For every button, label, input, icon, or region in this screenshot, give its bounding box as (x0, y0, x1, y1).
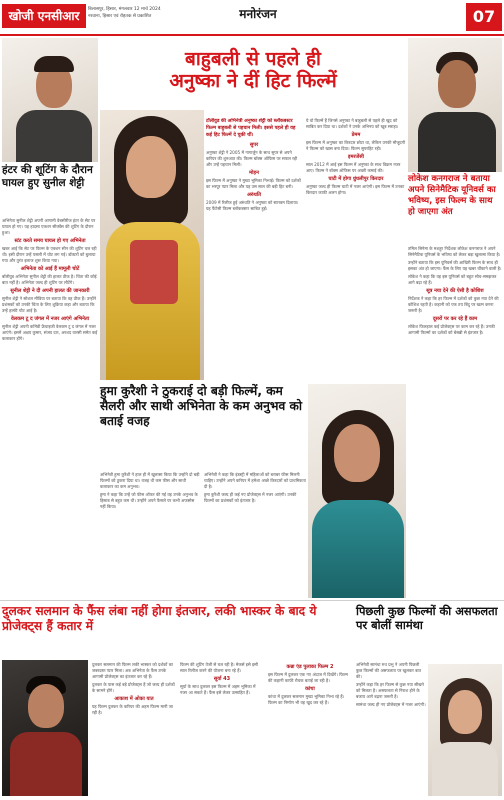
dulquer-col-3: कन्ना एंड पुलाका फिल्म 2 इस फिल्म में दुलकर एक नए अंदाज में दिखेंगे। फिल्म की कहानी काफी रोचक बताई जा रही है। कांथा कांथा में दुलकर सलमान मुख्य भूमिका निभा रहे हैं। फिल्म का निर्माण भी वह खुद कर रहे हैं। (268, 662, 352, 796)
dulquer-photo (2, 660, 88, 796)
left-story-body: अभिनेता सुनील शेट्टी अपनी आगामी वेबसीरीज हंटर के सेट पर घायल हो गए। यह हादसा एक्शन सीक्वेंस की शूटिंग के दौरान हुआ। स्टंट करते समय घायल हो गए अभिनेता खबर आई कि सेट पर फिल्म के एक्शन सीन की शूटिंग चल रही थी। इसी दौरान उन्हें पसली में चोट लग गई। डॉक्टरों को बुलाया गया और तुरंत इलाज शुरू किया गया। अभिनेता को आई हैं मामूली चोटें बॉलीवुड अभिनेता सुनील शेट्टी की हालत ठीक है। चिंता की कोई बात नहीं है। अभिनेता जल्द ही शूटिंग पर लौटेंगे। सुनील शेट्टी ने दी अपनी हालत की जानकारी सुनील शेट्टी ने सोशल मीडिया पर बताया कि वह ठीक हैं। उन्होंने प्रशंसकों को उनकी चिंता के लिए शुक्रिया कहा और बताया कि उन्हें हल्की चोट आई है। वेलकम टू द जंगल में नजर आएंगे अभिनेता सुनील शेट्टी अपनी कॉमेडी फ्रेंचाइजी वेलकम टू द जंगल में नजर आएंगे। इसमें अक्षय कुमार, संजय दत्त, अरशद वारसी समेत कई कलाकार होंगे। (2, 218, 98, 341)
huma-col-1: अभिनेत्री हुमा कुरैशी ने हाल ही में खुलासा किया कि उन्होंने दो बड़ी फिल्मों को ठुकरा दिया था। वजह थी कम फीस और साथी कलाकार का कम अनुभव। हुमा ने कहा कि उन्हें जो फीस ऑफर की गई वह उनके अनुभव के हिसाब से बहुत कम थी। उन्होंने अपने फैसले पर कभी अफसोस नहीं किया। (100, 472, 200, 509)
right-sub-1: सूत्र नया देने की ऐसी है कोशिश (426, 288, 484, 294)
left-headline: हंटर की शूटिंग के दौरान घायल हुए सुनील शेट्टी (2, 164, 93, 189)
dulquer-headline-block (2, 604, 352, 660)
left-headline-block (2, 164, 98, 189)
huma-headline: हुमा कुरैशी ने ठुकराई दो बड़ी फिल्में, कम सैलरी और साथी अभिनेता के कम अनुभव को बताई वजह (100, 384, 302, 428)
dulquer-sub-1: सूर्या 43 (213, 676, 231, 682)
dateline (88, 6, 198, 20)
main-sub-1: सुपर (249, 142, 259, 148)
main-sub-5: इमरजेंसी (348, 154, 364, 160)
dulquer-col-1: दुलकर सलमान की फिल्म लकी भास्कर को दर्शकों का जबरदस्त प्यार मिला। अब अभिनेता के फैंस उनके आगामी प्रोजेक्ट्स का इंतजार कर रहे हैं। दुलकर के पास कई बड़े प्रोजेक्ट्स हैं जो जल्द ही दर्शकों के सामने होंगे। आकाश में ओका यात यह फिल्म दुलकर के करियर की अहम फिल्म मानी जा रही है। (92, 662, 175, 715)
section-divider (0, 600, 504, 601)
main-col-1: टॉलीवुड की अभिनेत्री अनुष्का शेट्टी को ब्लॉकबस्टर फिल्म बाहुबली से पहचान मिली। इससे पहले ही वह कई हिट फिल्में दे चुकी थीं। सुपर अनुष्का शेट्टी ने 2005 में नागार्जुन के साथ सुपर से अपने करियर की शुरुआत की। फिल्म बॉक्स ऑफिस पर सफल रही और उन्हें पहचान मिली। मोहन इस फिल्म में अनुष्का ने मुख्य भूमिका निभाई। फिल्म को दर्शकों का भरपूर प्यार मिला और यह उस साल की बड़ी हिट बनी। अरुंधति 2009 में रिलीज हुई अरुंधति ने अनुष्का को स्टारडम दिलाया। यह फैंटेसी फिल्म ब्लॉकबस्टर साबित हुई। (206, 119, 301, 211)
left-sub-2: अभिनेता को आई हैं मामूली चोटें (20, 266, 80, 272)
anushka-photo (100, 110, 204, 380)
main-sub-6: घाटी में होगा धुंधलीपुर किरदार (328, 176, 384, 182)
header-rule (0, 34, 504, 36)
samantha-body: अभिनेत्री सामंथा रुथ प्रभु ने अपनी पिछली कुछ फिल्मों की असफलता पर खुलकर बात की। उन्होंने कहा कि हर फिल्म से कुछ नया सीखने को मिलता है। असफलता से निराश होने के बजाय आगे बढ़ना जरूरी है। सामंथा जल्द ही नए प्रोजेक्ट्स में नजर आएंगी। (356, 662, 426, 707)
date-line: बिलासपुर, हिसार, मंगलवार 12 मार्च 2024 (88, 7, 161, 12)
dulquer-sub-2: आकाश में ओका यात (114, 696, 154, 702)
right-story-body: तमिल सिनेमा के मशहूर निर्देशक लोकेश कनगराज ने अपने सिनेमैटिक यूनिवर्स के भविष्य को लेकर बड़ा खुलासा किया है। उन्होंने बताया कि इस यूनिवर्स की आखिरी फिल्म के साथ ही इसका अंत हो जाएगा। फैंस के लिए यह खबर चौंकाने वाली है। लोकेश ने कहा कि वह इस यूनिवर्स को बहुत सोच-समझकर आगे बढ़ा रहे हैं। सूत्र नया देने की ऐसी है कोशिश निर्देशक ने कहा कि हर फिल्म में दर्शकों को कुछ नया देने की कोशिश रहती है। कहानी को एक तय बिंदु पर खत्म करना जरूरी है। दूसरों पर कर रहे हैं काम लोकेश फिलहाल कई प्रोजेक्ट्स पर काम कर रहे हैं। उनकी आगामी फिल्मों का दर्शकों को बेसब्री से इंतजार है। (408, 246, 502, 335)
huma-col-2: अभिनेत्री ने कहा कि इंडस्ट्री में महिलाओं को बराबर फीस मिलनी चाहिए। उन्होंने अपने करियर में हमेशा अच्छे किरदारों को प्राथमिकता दी है। हुमा कुरैशी जल्द ही कई नए प्रोजेक्ट्स में नजर आएंगी। उनकी फिल्मों का प्रशंसकों को इंतजार है। (204, 472, 306, 503)
samantha-photo (428, 664, 502, 796)
main-headline-line2: अनुष्का ने दीं हिट फिल्में (169, 70, 337, 92)
samantha-headline: पिछली कुछ फिल्मों की असफलता पर बोलीं सामंथा (356, 604, 498, 632)
page-number: 07 (466, 3, 502, 31)
samantha-headline-block (356, 604, 502, 660)
huma-headline-block (100, 384, 306, 470)
main-sub-3: अरुंधति (246, 192, 262, 198)
right-headline: लोकेश कनगराज ने बताया अपने सिनेमैटिक यूनिवर्स का भविष्य, इस फिल्म के साथ हो जाएगा अंत (408, 174, 496, 217)
suniel-photo (2, 38, 98, 162)
dulquer-sub-4: कांथा (305, 686, 315, 692)
main-sub-2: मोहन (249, 170, 259, 176)
main-headline-line1: बाहुबली से पहले ही (185, 48, 321, 70)
huma-photo (308, 384, 406, 598)
dulquer-sub-3: कन्ना एंड पुलाका फिल्म 2 (286, 664, 334, 670)
section-title: मनोरंजन (239, 7, 277, 21)
lokesh-photo (408, 38, 502, 172)
edition-line: नरवाना, हिसार एवं रोहतक से प्रकाशित (88, 14, 152, 19)
main-lead: टॉलीवुड की अभिनेत्री अनुष्का शेट्टी को ब्लॉकबस्टर फिल्म बाहुबली से पहचान मिली। इससे पहले ही वह कई हिट फिल्में दे चुकी थीं। (206, 119, 296, 138)
left-sub-1: स्टंट करते समय घायल हो गए अभिनेता (14, 238, 86, 244)
dulquer-col-2: फिल्म की शूटिंग तेजी से चल रही है। मेकर्स इसे इसी साल रिलीज करने की योजना बना रहे हैं। सूर्या 43 सूर्या के साथ दुलकर इस फिल्म में अहम भूमिका में नजर आ सकते हैं। फैंस इसे लेकर उत्साहित हैं। (180, 662, 264, 796)
right-headline-block (408, 174, 502, 218)
main-col-2: ये वो फिल्में हैं जिनसे अनुष्का ने बाहुबली से पहले ही खुद को साबित कर दिया था। दर्शकों ने उनके अभिनय को खूब सराहा। प्रेमम इस फिल्म में अनुष्का का किरदार छोटा था, लेकिन उनकी मौजूदगी ने फिल्म को खास बना दिया। फिल्म सुपरहिट रही। इमरजेंसी साल 2012 में आई इस फिल्म में अनुष्का के साथ विक्रम नजर आए। फिल्म ने बॉक्स ऑफिस पर अच्छी कमाई की। घाटी में होगा धुंधलीपुर किरदार अनुष्का जल्द ही फिल्म घाटी में नजर आएंगी। इस फिल्म में उनका किरदार काफी अलग होगा। (306, 118, 406, 195)
main-sub-4: प्रेमम (351, 132, 361, 138)
dulquer-headline: दुलकर सलमान के फैंस लंबा नहीं होगा इंतजार, लकी भास्कर के बाद ये प्रोजेक्ट्स हैं कतार में (2, 604, 317, 633)
masthead-brand: खोजी एनसीआर (2, 4, 86, 28)
left-sub-3: सुनील शेट्टी ने दी अपनी हालत की जानकारी (10, 288, 90, 294)
page-header (0, 0, 504, 34)
left-sub-4: वेलकम टू द जंगल में नजर आएंगे अभिनेता (10, 316, 90, 322)
right-sub-2: दूसरों पर कर रहे हैं काम (432, 316, 478, 322)
main-headline-block (100, 40, 406, 110)
